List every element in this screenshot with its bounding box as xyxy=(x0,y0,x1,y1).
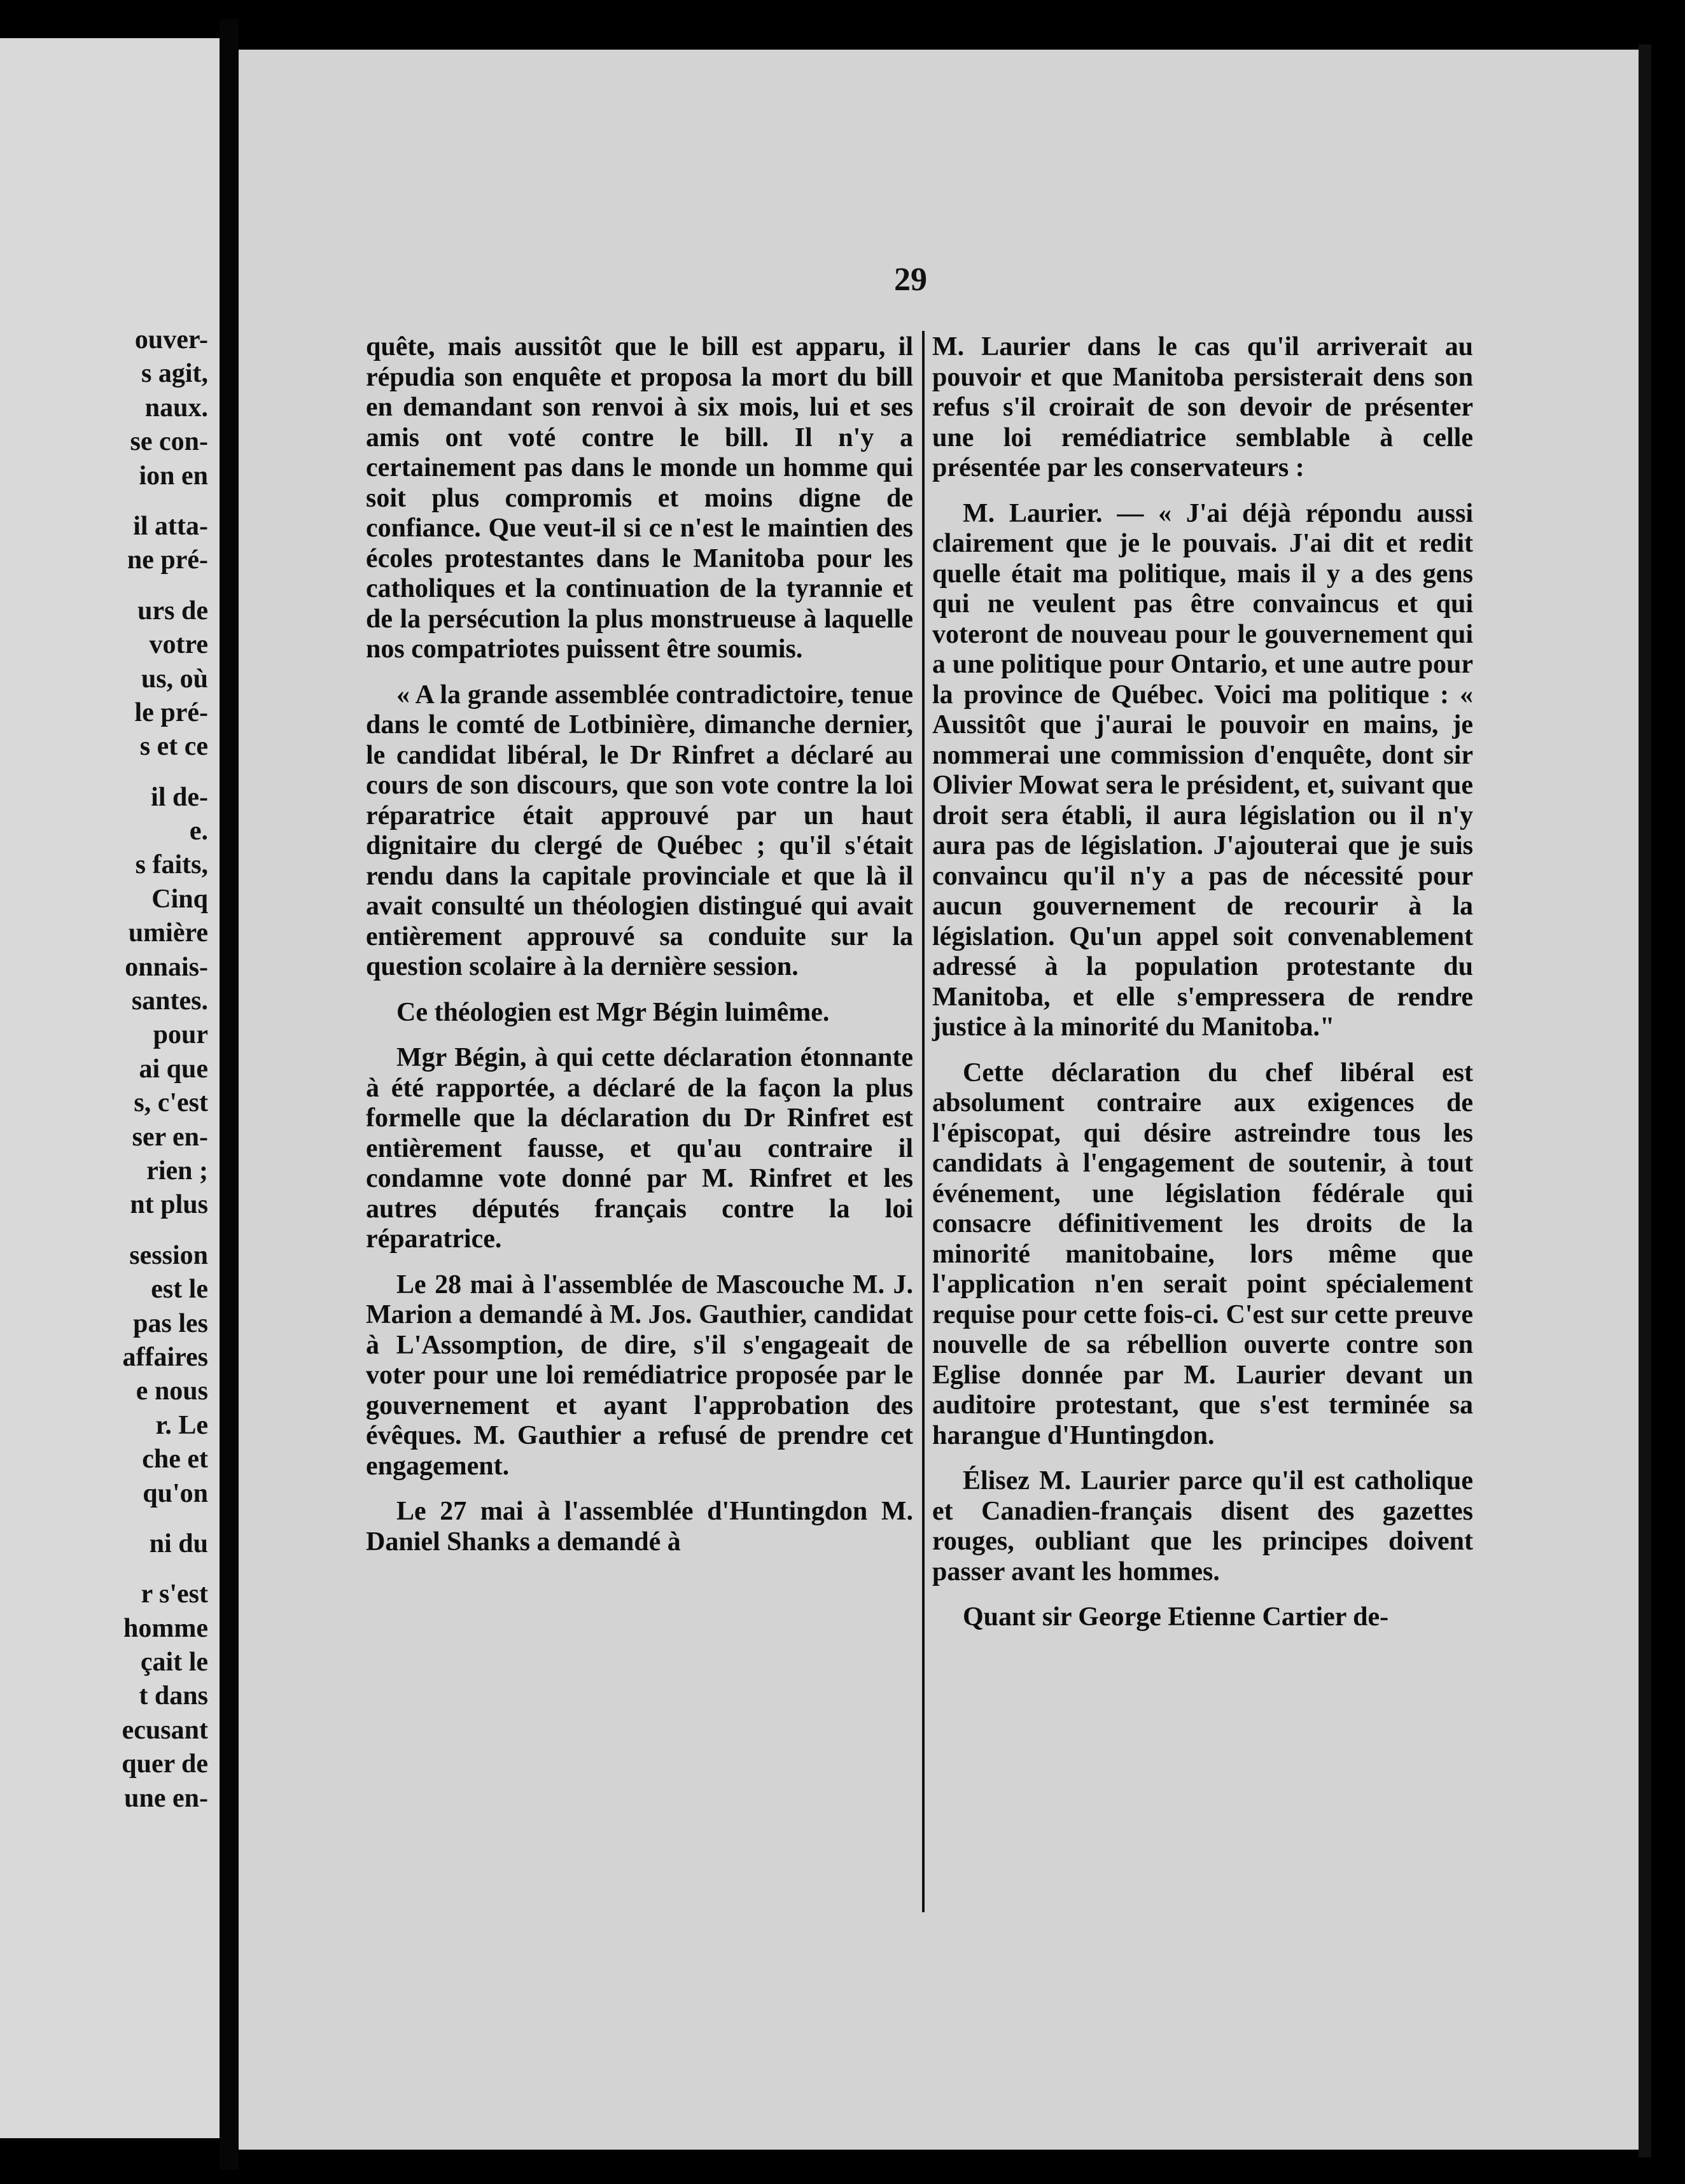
left-page-line xyxy=(0,1222,220,1239)
paragraph: « A la grande assemblée contradictoire, tenue dans le comté de Lotbinière, dimanche dernier, le candidat libéral, le Dr Rinfret a déclaré au cours de son discours, que son vote contre la loi réparatrice était approuvé par un haut dignitaire du clergé de Québec ; qu'il s'était rendu dans la capitale provinciale et que là il avait consulté un théologien distingué qui avait entièrement approuvé sa conduite sur la question scolaire à la dernière session. xyxy=(366,680,913,981)
left-page-line: onnais- xyxy=(125,952,208,982)
paragraph: Le 27 mai à l'assemblée d'Huntingdon M. Daniel Shanks a demandé à xyxy=(366,1497,913,1557)
left-text-column xyxy=(366,332,913,1557)
page-right-edge xyxy=(1639,45,1651,2157)
left-facing-page-fragment xyxy=(0,38,220,2138)
left-page-line: naux. xyxy=(144,393,208,423)
left-page-line: il de- xyxy=(151,782,208,812)
left-page-line: pour xyxy=(153,1020,208,1050)
left-page-line: che et xyxy=(142,1445,208,1474)
left-page-line: r. Le xyxy=(155,1410,208,1440)
left-page-line: une en- xyxy=(124,1783,208,1813)
left-page-line: e nous xyxy=(136,1376,208,1406)
left-page-line: votre xyxy=(149,630,208,660)
left-page-line xyxy=(0,578,220,594)
paragraph: Élisez M. Laurier parce qu'il est catholique et Canadien-français disent des gazettes rouges, oubliant que les principes doivent passer avant les hommes. xyxy=(932,1466,1473,1586)
left-page-line: quer de xyxy=(122,1749,208,1779)
paragraph: M. Laurier. — « J'ai déjà répondu aussi clairement que je le pouvais. J'ai dit et redit quelle était ma politique, mais il y a des gens qui ne veulent pas être convaincus et qui voteront de nouveau pour le gouvernement qui a une politique pour Ontario, et une autre pour la province de Québec. Voici ma politique : « Aussitôt que j'aurai le pouvoir en mains, je nommerai une commission d'enquête, dont sir Olivier Mowat sera le président, et, suivant que droit sera établi, il aura législation ou il n'y aura pas de législation. J'ajouterai que je suis convaincu qu'il n'y a pas de nécessité pour aucun gouvernement de recourir à la législation. Qu'un appel soit convenablement adressé à la population protestante du Manitoba, et elle s'empressera de rendre justice à la minorité du Manitoba." xyxy=(932,498,1473,1042)
paragraph: Mgr Bégin, à qui cette déclaration étonnante à été rapportée, a déclaré de la façon la plus formelle que la déclaration du Dr Rinfret est entièrement fausse, et qu'au contraire il condamne vote donné par M. Rinfret et les autres députés français contre la loi réparatrice. xyxy=(366,1043,913,1254)
left-page-line: se con- xyxy=(130,427,208,457)
left-page-line: homme xyxy=(123,1613,208,1643)
left-page-text-lines xyxy=(0,323,220,1816)
paragraph: quête, mais aussitôt que le bill est apparu, il répudia son enquête et proposa la mort du bill en demandant son renvoi à six mois, lui et ses amis ont voté contre le bill. Il n'y a certainement pas dans le monde un homme qui soit plus compromis et moins digne de confiance. Que veut-il si ce n'est le maintien des écoles protestantes dans le Manitoba pour les catholiques et la continuation de la tyrannie et de la persécution la plus monstrueuse à laquelle nos compatriotes puissent être soumis. xyxy=(366,332,913,664)
left-page-line: umière xyxy=(128,918,208,948)
left-page-line: ion en xyxy=(139,461,208,491)
left-page-line: session xyxy=(129,1240,208,1270)
left-page-line: ne pré- xyxy=(127,545,208,575)
left-page-line: e. xyxy=(189,816,208,846)
left-page-line: nt plus xyxy=(130,1190,208,1220)
left-page-line: il atta- xyxy=(133,511,208,541)
left-page-line: s agit, xyxy=(141,359,208,389)
left-page-line: s, c'est xyxy=(134,1088,208,1118)
left-page-line xyxy=(0,1561,220,1578)
book-spine xyxy=(220,19,239,2170)
left-page-line xyxy=(0,1511,220,1527)
left-page-line: qu'on xyxy=(143,1478,208,1508)
left-page-line: ecusant xyxy=(122,1715,208,1745)
left-page-line: çait le xyxy=(140,1648,208,1677)
left-page-line: us, où xyxy=(141,664,208,694)
left-page-line: rien ; xyxy=(146,1156,208,1186)
paragraph: Quant sir George Etienne Cartier de- xyxy=(963,1602,1389,1632)
left-page-line: Cinq xyxy=(151,884,208,914)
paragraph: Ce théologien est Mgr Bégin luimême. xyxy=(396,997,830,1027)
paragraph: Cette déclaration du chef libéral est absolument contraire aux exigences de l'épiscopat, qui désire astreindre tous les candidats à l'engagement de soutenir, à tout événement, une législation fédérale qui consacre définitivement les droits de la minorité manitobaine, lors même que l'application n'en serait point spécialement requise pour cette fois-ci. C'est sur cette preuve nouvelle de sa rébellion ouverte contre son Eglise donnée par M. Laurier devant un auditoire protestant, que s'est terminée sa harangue d'Huntingdon. xyxy=(932,1058,1473,1450)
column-divider xyxy=(922,331,925,1912)
left-page-line: ser en- xyxy=(132,1122,208,1152)
left-page-line: s et ce xyxy=(139,732,208,762)
left-page-line: r s'est xyxy=(141,1579,208,1609)
left-page-line: urs de xyxy=(137,596,208,626)
paragraph: Le 28 mai à l'assemblée de Mascouche M. J. Marion a demandé à M. Jos. Gauthier, candidat à L'Assomption, de dire, s'il s'engageait de voter pour une loi remédiatrice proposée par le gouvernement et ayant l'approbation des évêques. M. Gauthier a refusé de prendre cet engagement. xyxy=(366,1270,913,1481)
left-page-line: affaires xyxy=(122,1342,208,1372)
left-page-line xyxy=(0,493,220,510)
left-page-line: ni du xyxy=(149,1529,208,1558)
left-page-line: t dans xyxy=(139,1681,208,1711)
left-page-line: ouver- xyxy=(134,325,208,354)
left-page-line: ai que xyxy=(139,1054,208,1084)
left-page-line xyxy=(0,764,220,781)
left-page-line: s faits, xyxy=(135,850,208,880)
page-number: 29 xyxy=(894,262,927,298)
paragraph: M. Laurier dans le cas qu'il arriverait au pouvoir et que Manitoba persisterait dens son refus s'il croirait de son devoir de présenter une loi remédiatrice semblable à celle présentée par les conservateurs : xyxy=(932,332,1473,482)
left-page-line: le pré- xyxy=(134,697,208,727)
left-page-line: santes. xyxy=(131,986,208,1016)
left-page-line: pas les xyxy=(133,1308,208,1338)
left-page-line: est le xyxy=(151,1275,208,1305)
right-text-column xyxy=(932,332,1473,1633)
